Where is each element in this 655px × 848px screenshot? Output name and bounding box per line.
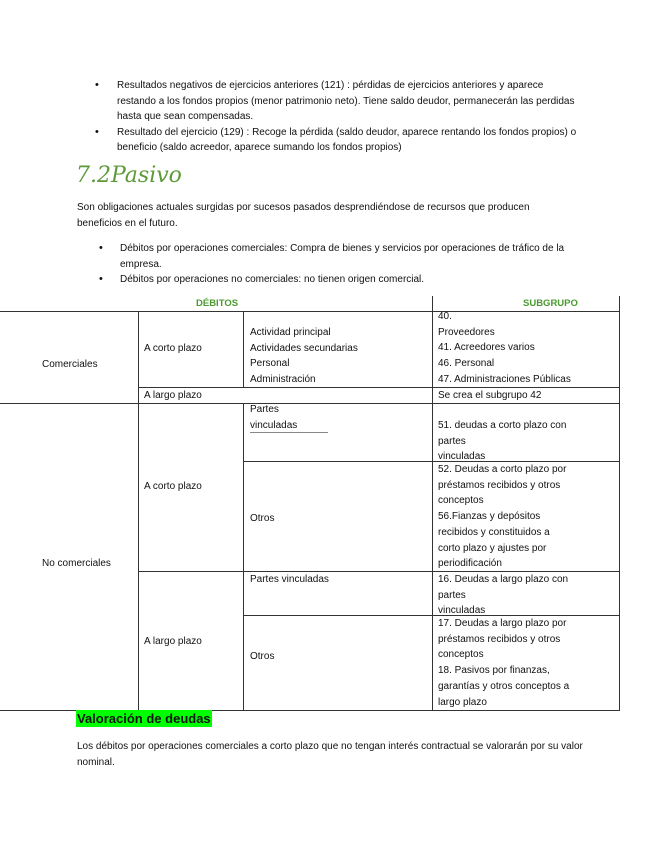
valoracion-heading: Valoración de deudas <box>77 711 211 726</box>
intro-paragraph: Son obligaciones actuales surgidas por sucesos pasados desprendiéndose de recursos que producen beneficios en el futuro. <box>77 202 530 229</box>
subgrupo-item: 52. Deudas a corto plazo por <box>438 464 567 475</box>
corto-otros: Otros <box>250 513 275 524</box>
header-subgrupo: SUBGRUPO <box>523 298 578 309</box>
largo-partes-subgrupo <box>438 572 568 619</box>
subgrupo-item: partes <box>438 589 466 601</box>
actividad-item: Actividades secundarias <box>250 342 358 354</box>
row-label-no-comerciales: No comerciales <box>42 558 111 569</box>
subgrupo-item: garantías y otros conceptos a <box>438 680 570 692</box>
pasivo-bullet-list <box>120 241 580 288</box>
subgrupo-item: Proveedores <box>438 326 495 338</box>
subgrupo-item: largo plazo <box>438 696 487 708</box>
section-heading-pasivo: 7.2Pasivo <box>76 163 182 188</box>
comerciales-largo-subgrupo: Se crea el subgrupo 42 <box>438 390 542 401</box>
table-rule <box>619 296 620 710</box>
subgrupo-item: 47. Administraciones Públicas <box>438 373 571 385</box>
corto-partes-vinculadas <box>250 402 297 433</box>
partes-label-line: Partes <box>250 404 279 415</box>
largo-partes-vinculadas: Partes vinculadas <box>250 574 329 585</box>
largo-otros-subgrupo <box>438 616 569 710</box>
comerciales-corto-plazo: A corto plazo <box>144 343 202 354</box>
actividad-item: Administración <box>250 374 316 386</box>
subgrupo-item: partes <box>438 435 466 447</box>
no-comerciales-corto-plazo: A corto plazo <box>144 481 202 492</box>
subgrupo-item: 40. <box>438 311 452 322</box>
comerciales-largo-plazo: A largo plazo <box>144 390 202 401</box>
comerciales-subgrupos <box>438 309 571 388</box>
subgrupo-item: recibidos y constituidos a <box>438 526 550 538</box>
no-comerciales-largo-plazo: A largo plazo <box>144 636 202 647</box>
subgrupo-item: periodificación <box>438 558 502 570</box>
bullet-debitos-no-comerciales: • Débitos por operaciones no comerciales: no tienen origen comercial. <box>120 272 580 288</box>
corto-partes-subgrupo <box>438 418 566 465</box>
closing-paragraph: Los débitos por operaciones comerciales a corto plazo que no tengan interés contractual se valorarán por su valor nominal. <box>77 741 583 768</box>
subgrupo-item: 46. Personal <box>438 358 495 370</box>
comerciales-actividades <box>250 325 358 388</box>
subgrupo-item: 51. deudas a corto plazo con <box>438 420 567 431</box>
bullet-resultado-ejercicio: • Resultado del ejercicio (129) : Recoge la pérdida (saldo deudor, aparece rentando los fondos propios) o beneficio (saldo acreedor, aparece sumando los fondos propios) <box>117 125 577 156</box>
partes-label-line: vinculadas <box>250 419 298 431</box>
subgrupo-item: conceptos <box>438 649 484 661</box>
subgrupo-item: vinculadas <box>438 451 486 463</box>
corto-otros-subgrupo <box>438 462 566 572</box>
row-label-comerciales: Comerciales <box>42 359 98 370</box>
subgrupo-item: vinculadas <box>438 605 486 617</box>
actividad-item: Personal <box>250 358 290 370</box>
table-rule <box>432 296 433 710</box>
subgrupo-item: 41. Acreedores varios <box>438 342 535 354</box>
top-bullet-list <box>117 78 577 156</box>
largo-otros: Otros <box>250 651 275 662</box>
subgrupo-item: 16. Deudas a largo plazo con <box>438 574 569 585</box>
bullet-debitos-comerciales: • Débitos por operaciones comerciales: Compra de bienes y servicios por operaciones de tráfico de la empresa. <box>120 241 580 272</box>
subgrupo-item: 56.Fianzas y depósitos <box>438 511 541 523</box>
subgrupo-item: corto plazo y ajustes por <box>438 542 547 554</box>
table-rule <box>243 311 244 387</box>
subgrupo-item: 17. Deudas a largo plazo por <box>438 618 567 629</box>
partes-underline <box>250 432 328 433</box>
header-debitos: DÉBITOS <box>196 298 239 309</box>
bullet-resultados-negativos: • Resultados negativos de ejercicios anteriores (121) : pérdidas de ejercicios anteriores y aparece restando a los fondos propios (menor patrimonio neto). Tiene saldo deudor, permanecerán las perdidas hasta que sean compensadas. <box>117 78 577 125</box>
subgrupo-item: 18. Pasivos por finanzas, <box>438 665 550 677</box>
table-rule <box>243 403 244 710</box>
subgrupo-item: conceptos <box>438 495 484 507</box>
subgrupo-item: préstamos recibidos y otros <box>438 479 561 491</box>
table-rule <box>138 311 139 710</box>
actividad-item: Actividad principal <box>250 327 331 338</box>
subgrupo-item: préstamos recibidos y otros <box>438 633 561 645</box>
